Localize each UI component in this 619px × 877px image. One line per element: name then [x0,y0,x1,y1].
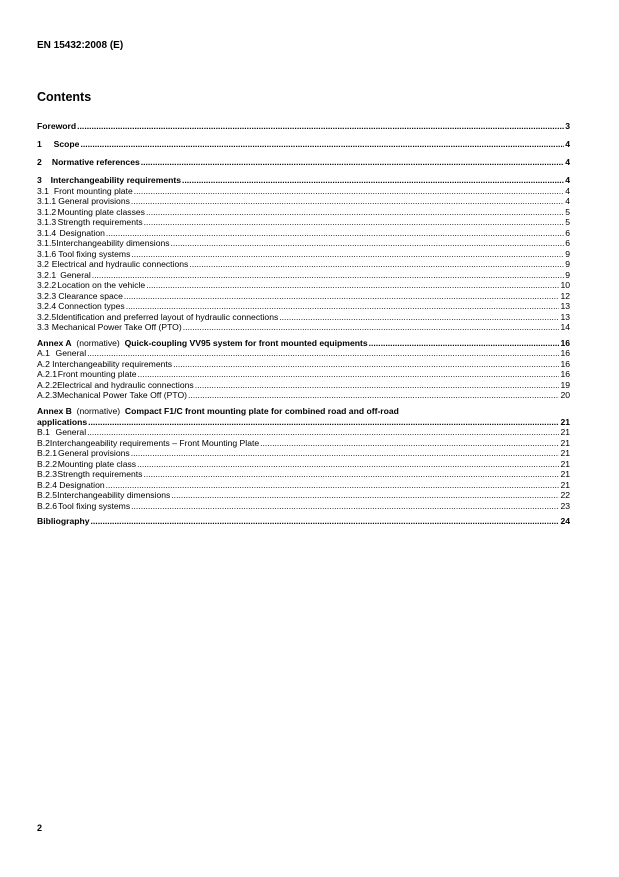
toc-leader [183,322,560,333]
toc-leader [92,270,564,281]
toc-number: 3.1.5 [37,238,57,248]
toc-title: Strength requirements [57,217,143,227]
page-number: 2 [37,823,43,833]
toc-entry-annex[interactable] [37,406,570,417]
toc-title: Foreword [37,121,77,131]
toc-page: 9 [565,269,570,280]
toc-title: Scope [51,139,80,149]
toc-entry[interactable] [37,196,570,207]
toc-leader [91,516,560,527]
toc-number: 3.1 [37,185,49,196]
toc-number: 3.1.2 [37,206,57,217]
toc-page: 21 [560,469,570,479]
toc-leader [189,259,564,270]
toc-title: General [55,427,87,437]
toc-leader [171,490,559,501]
toc-number: 3.2 [37,259,49,269]
toc-leader [87,348,559,359]
toc-page: 21 [560,448,570,458]
toc-leader [131,448,560,459]
toc-number: 2 [37,157,42,167]
toc-leader [131,249,564,260]
toc-leader [131,196,564,207]
toc-leader [146,280,559,291]
toc-leader [260,438,559,449]
toc-number: 3.1.4 [37,227,57,238]
toc-page: 3 [565,121,570,131]
toc-entry[interactable] [37,175,570,186]
toc-entry[interactable] [37,291,570,302]
toc-page: 23 [560,500,570,511]
toc-title: General [55,348,87,358]
toc-entry[interactable] [37,238,570,249]
toc-page: 21 [560,427,570,437]
toc-entry[interactable] [37,369,570,380]
toc-number: 3.2.5 [37,311,57,322]
toc-spacer [37,168,570,176]
toc-entry[interactable] [37,480,570,491]
toc-entry[interactable] [37,121,570,132]
toc-number: 3.2.4 [37,301,57,311]
toc-title: Designation [59,479,105,490]
toc-number: 3.2.2 [37,280,57,290]
toc-title: Identification and preferred layout of hydraulic connections [56,311,279,322]
toc-entry[interactable] [37,217,570,228]
toc-title: Interchangeability requirements – Front Mounting Plate [49,437,260,448]
toc-entry[interactable] [37,390,570,401]
toc-page: 9 [565,248,570,259]
toc-leader [146,207,564,218]
toc-entry[interactable] [37,516,570,527]
toc-entry[interactable] [37,280,570,291]
toc-number: 1 [37,139,42,149]
toc-number: B.2.6 [37,500,58,511]
toc-page: 21 [560,416,570,427]
toc-title: (normative) Compact F1/C front mounting plate for combined road and off-road [76,406,399,416]
toc-entry[interactable] [37,359,570,370]
toc-page: 20 [560,390,570,400]
toc-entry[interactable] [37,312,570,323]
toc-title: Electrical and hydraulic connections [57,379,194,390]
toc-leader [141,157,564,168]
toc-entry[interactable] [37,490,570,501]
toc-page: 21 [560,458,570,469]
toc-leader [171,238,565,249]
toc-number: B.2.2 [37,458,58,469]
toc-title: Tool fixing systems [58,248,131,259]
toc-leader [124,291,560,302]
toc-number: 3.3 [37,322,49,332]
toc-title: Interchangeability dimensions [56,238,170,248]
toc-title: Clearance space [58,290,123,301]
toc-number: A.2.1 [37,369,58,379]
toc-number: A.2 [37,358,50,369]
toc-number: B.2.1 [37,448,58,458]
toc-title: General provisions [58,448,130,458]
toc-title: Connection types [58,301,125,311]
toc-entry[interactable] [37,228,570,239]
toc-page: 22 [560,490,570,500]
toc-title: Front mounting plate [57,369,137,379]
toc-number: B.2.3 [37,469,58,479]
toc-number: 3.2.1 [37,269,57,280]
toc-entry[interactable] [37,259,570,270]
toc-title: Bibliography [37,516,90,526]
toc-number: 3 [37,175,42,185]
toc-number: 3.1.3 [37,217,57,227]
toc-title: Normative references [49,157,140,167]
toc-leader [80,139,564,150]
toc-entry[interactable] [37,249,570,260]
toc-spacer [37,150,570,158]
toc-leader [126,301,560,312]
toc-page: 10 [560,280,570,290]
toc-title: Mounting plate classes [57,206,145,217]
toc-number: A.1 [37,348,50,358]
toc-leader [88,417,559,428]
toc-entry[interactable] [37,501,570,512]
toc-number: B.2.4 [37,479,58,490]
toc-spacer [37,132,570,140]
toc-page: 5 [565,217,570,227]
toc-title: Strength requirements [57,469,143,479]
toc-entry[interactable] [37,139,570,150]
toc-title: Tool fixing systems [58,500,131,511]
toc-number: 3.1.6 [37,248,57,259]
toc-page: 16 [560,337,570,348]
toc-leader [138,369,560,380]
toc-title: Mechanical Power Take Off (PTO) [51,322,182,332]
toc-leader [87,427,559,438]
toc-title: Designation [59,227,105,238]
toc-entry[interactable] [37,322,570,333]
toc-leader [137,459,559,470]
toc-number: B.1 [37,427,50,437]
document-id: EN 15432:2008 (E) [37,40,124,51]
toc-number: B.2.5 [37,490,58,500]
toc-title: Mechanical Power Take Off (PTO) [57,390,187,400]
toc-leader [182,175,564,186]
toc-page: 16 [560,348,570,358]
toc-entry[interactable] [37,459,570,470]
toc-title: Interchangeability dimensions [57,490,171,500]
toc-entry[interactable] [37,448,570,459]
toc-leader [106,480,560,491]
toc-entry-annex-cont[interactable] [37,417,570,428]
toc-entry[interactable] [37,469,570,480]
toc-page: 21 [560,479,570,490]
toc-page: 4 [565,175,570,185]
toc-leader [77,121,564,132]
toc-page: 4 [565,157,570,167]
toc-number: 3.1.1 [37,196,57,206]
toc-page: 13 [560,301,570,311]
toc-number: Annex A [37,337,72,348]
toc-title: Interchangeability requirements [52,358,173,369]
toc-title: (normative) Quick-coupling VV95 system for front mounted equipments [76,337,368,348]
toc-entry-annex[interactable] [37,338,570,349]
toc-page: 6 [565,227,570,238]
toc-page: 4 [565,196,570,206]
toc-page: 16 [560,369,570,379]
toc-page: 21 [560,437,570,448]
toc-leader [279,312,559,323]
toc-leader [106,228,564,239]
toc-page: 14 [560,322,570,332]
toc-entry[interactable] [37,380,570,391]
toc-page: 9 [565,259,570,269]
toc-title: Interchangeability requirements [48,175,182,185]
toc-page: 24 [560,516,570,526]
toc-number: B.2 [37,437,50,448]
toc-leader [195,380,560,391]
toc-page: 4 [565,139,570,149]
toc-title: General provisions [58,196,130,206]
contents-heading: Contents [37,90,92,104]
toc-page: 6 [565,238,570,248]
toc-number: A.2.3 [37,390,58,400]
toc-title: Mounting plate class [57,458,137,469]
toc-entry[interactable] [37,207,570,218]
toc-leader [369,338,560,349]
toc-entry[interactable] [37,301,570,312]
toc-leader [134,186,564,197]
toc-leader [188,390,559,401]
toc-page: 13 [560,311,570,322]
toc-page: 16 [560,358,570,369]
toc-entry[interactable] [37,186,570,197]
toc-number: 3.2.3 [37,290,57,301]
toc-leader [131,501,559,512]
toc-title: Electrical and hydraulic connections [51,259,189,269]
toc-title: applications [37,416,88,427]
toc-title: General [60,269,91,280]
toc-leader [173,359,559,370]
toc-entry[interactable] [37,157,570,168]
toc-page: 19 [560,379,570,390]
toc-leader [143,469,559,480]
toc-page: 5 [565,206,570,217]
toc-entry[interactable] [37,427,570,438]
toc-number: Annex B [37,406,72,416]
toc-entry[interactable] [37,438,570,449]
toc-page: 4 [565,185,570,196]
toc-title: Location on the vehicle [57,280,146,290]
toc-page: 12 [560,290,570,301]
table-of-contents [37,121,570,527]
toc-entry[interactable] [37,348,570,359]
toc-number: A.2.2 [37,379,58,390]
toc-title: Front mounting plate [53,185,133,196]
toc-entry[interactable] [37,270,570,281]
toc-leader [144,217,565,228]
